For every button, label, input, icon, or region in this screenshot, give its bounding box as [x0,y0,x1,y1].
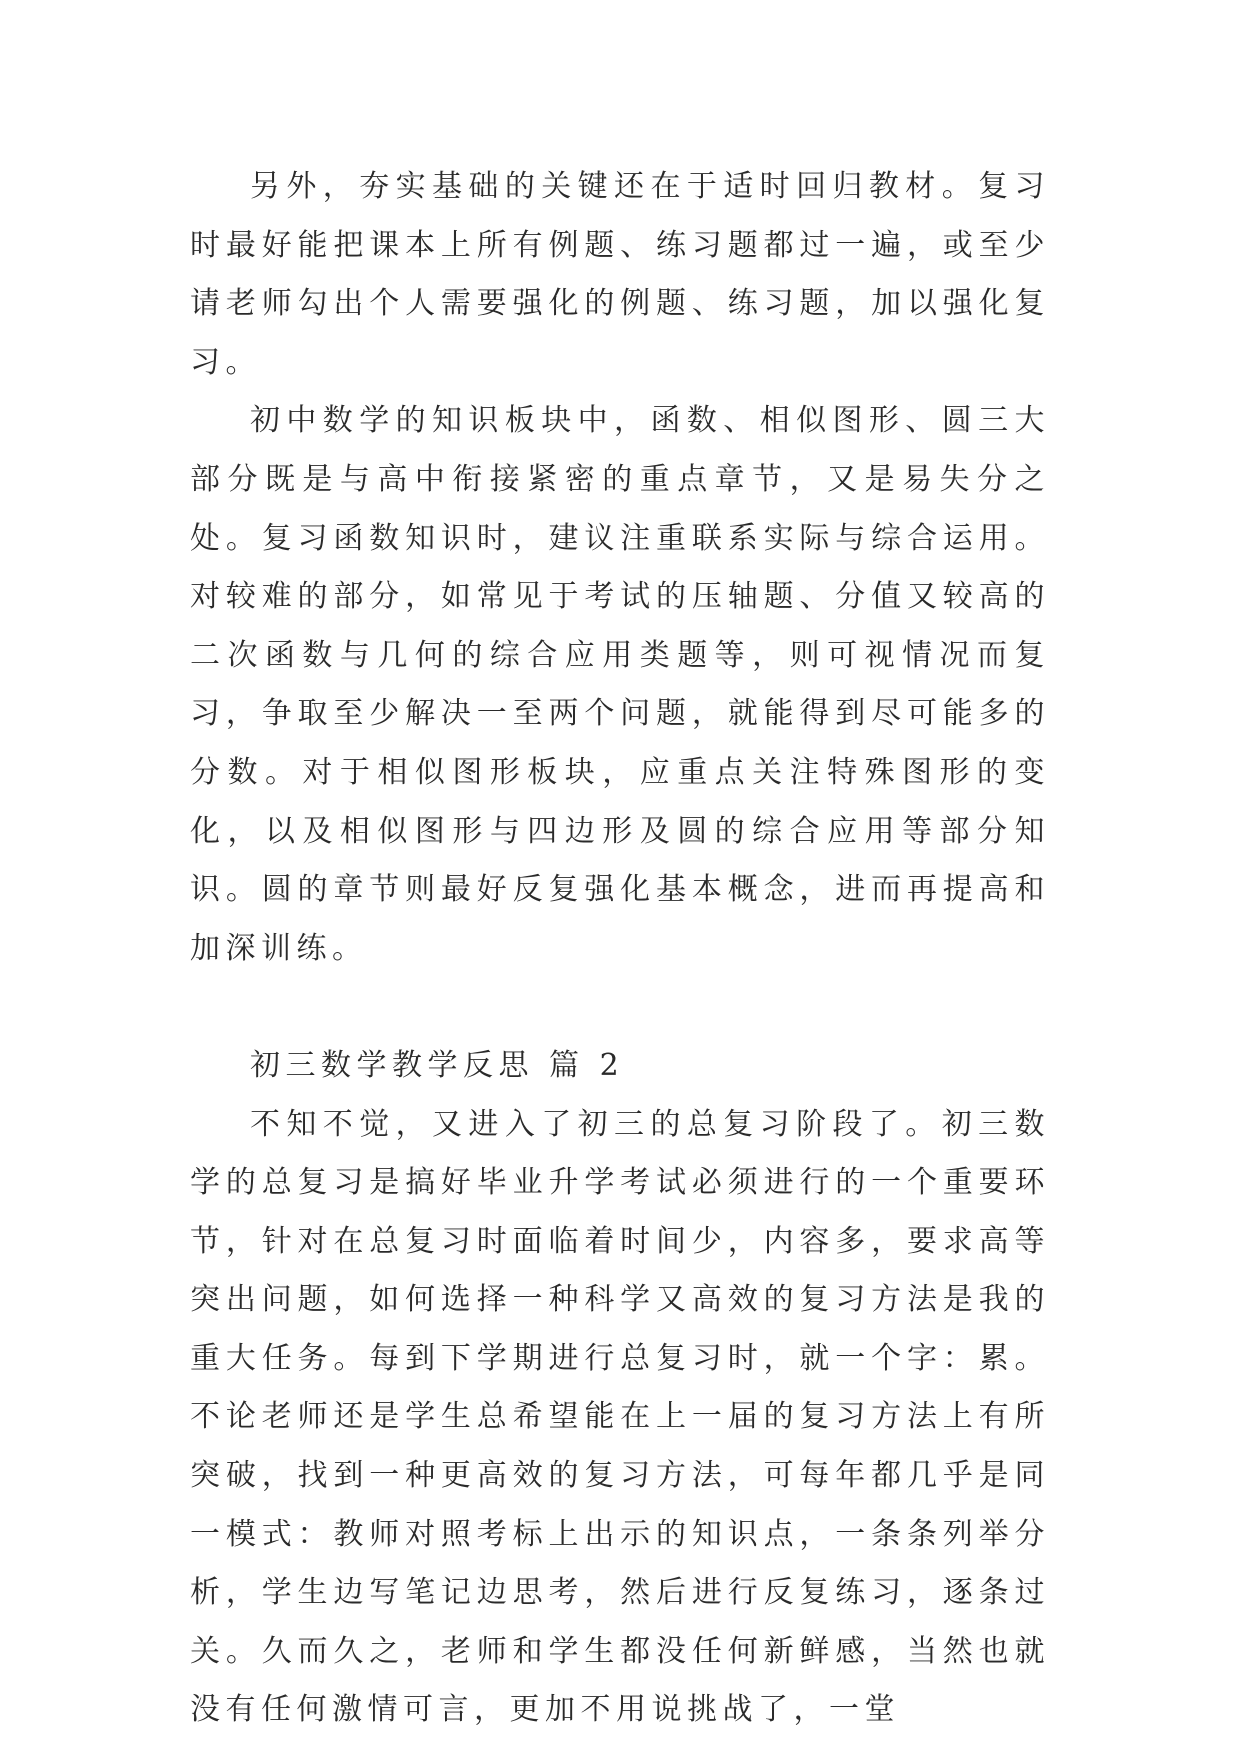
paragraph-review-textbook: 另外，夯实基础的关键还在于适时回归教材。复习时最好能把课本上所有例题、练习题都过一遍，或至少请老师勾出个人需要强化的例题、练习题，加以强化复习。 [190,169,1050,380]
paragraph-final-review: 不知不觉，又进入了初三的总复习阶段了。初三数学的总复习是搞好毕业升学考试必须进行的一个重要环节，针对在总复习时面临着时间少，内容多，要求高等突出问题，如何选择一种科学又高效的复习方法是我的重大任务。每到下学期进行总复习时，就一个字：累。不论老师还是学生总希望能在上一届的复习方法上有所突破，找到一种更高效的复习方法，可每年都几乎是同一模式：教师对照考标上出示的知识点，一条条列举分析，学生边写笔记边思考，然后进行反复练习，逐条过关。久而久之，老师和学生都没任何新鲜感，当然也就没有任何激情可言，更加不用说挑战了，一堂 [190,1106,1050,1728]
paragraph-knowledge-blocks: 初中数学的知识板块中，函数、相似图形、圆三大部分既是与高中衔接紧密的重点章节，又是易失分之处。复习函数知识时，建议注重联系实际与综合运用。对较难的部分，如常见于考试的压轴题、分值又较高的二次函数与几何的综合应用类题等，则可视情况而复习，争取至少解决一至两个问题，就能得到尽可能多的分数。对于相似图形板块，应重点关注特殊图形的变化，以及相似图形与四边形及圆的综合应用等部分知识。圆的章节则最好反复强化基本概念，进而再提高和加深训练。 [190,403,1050,966]
document-body [190,158,1050,1740]
section-heading: 初三数学教学反思 篇 2 [250,1047,625,1083]
